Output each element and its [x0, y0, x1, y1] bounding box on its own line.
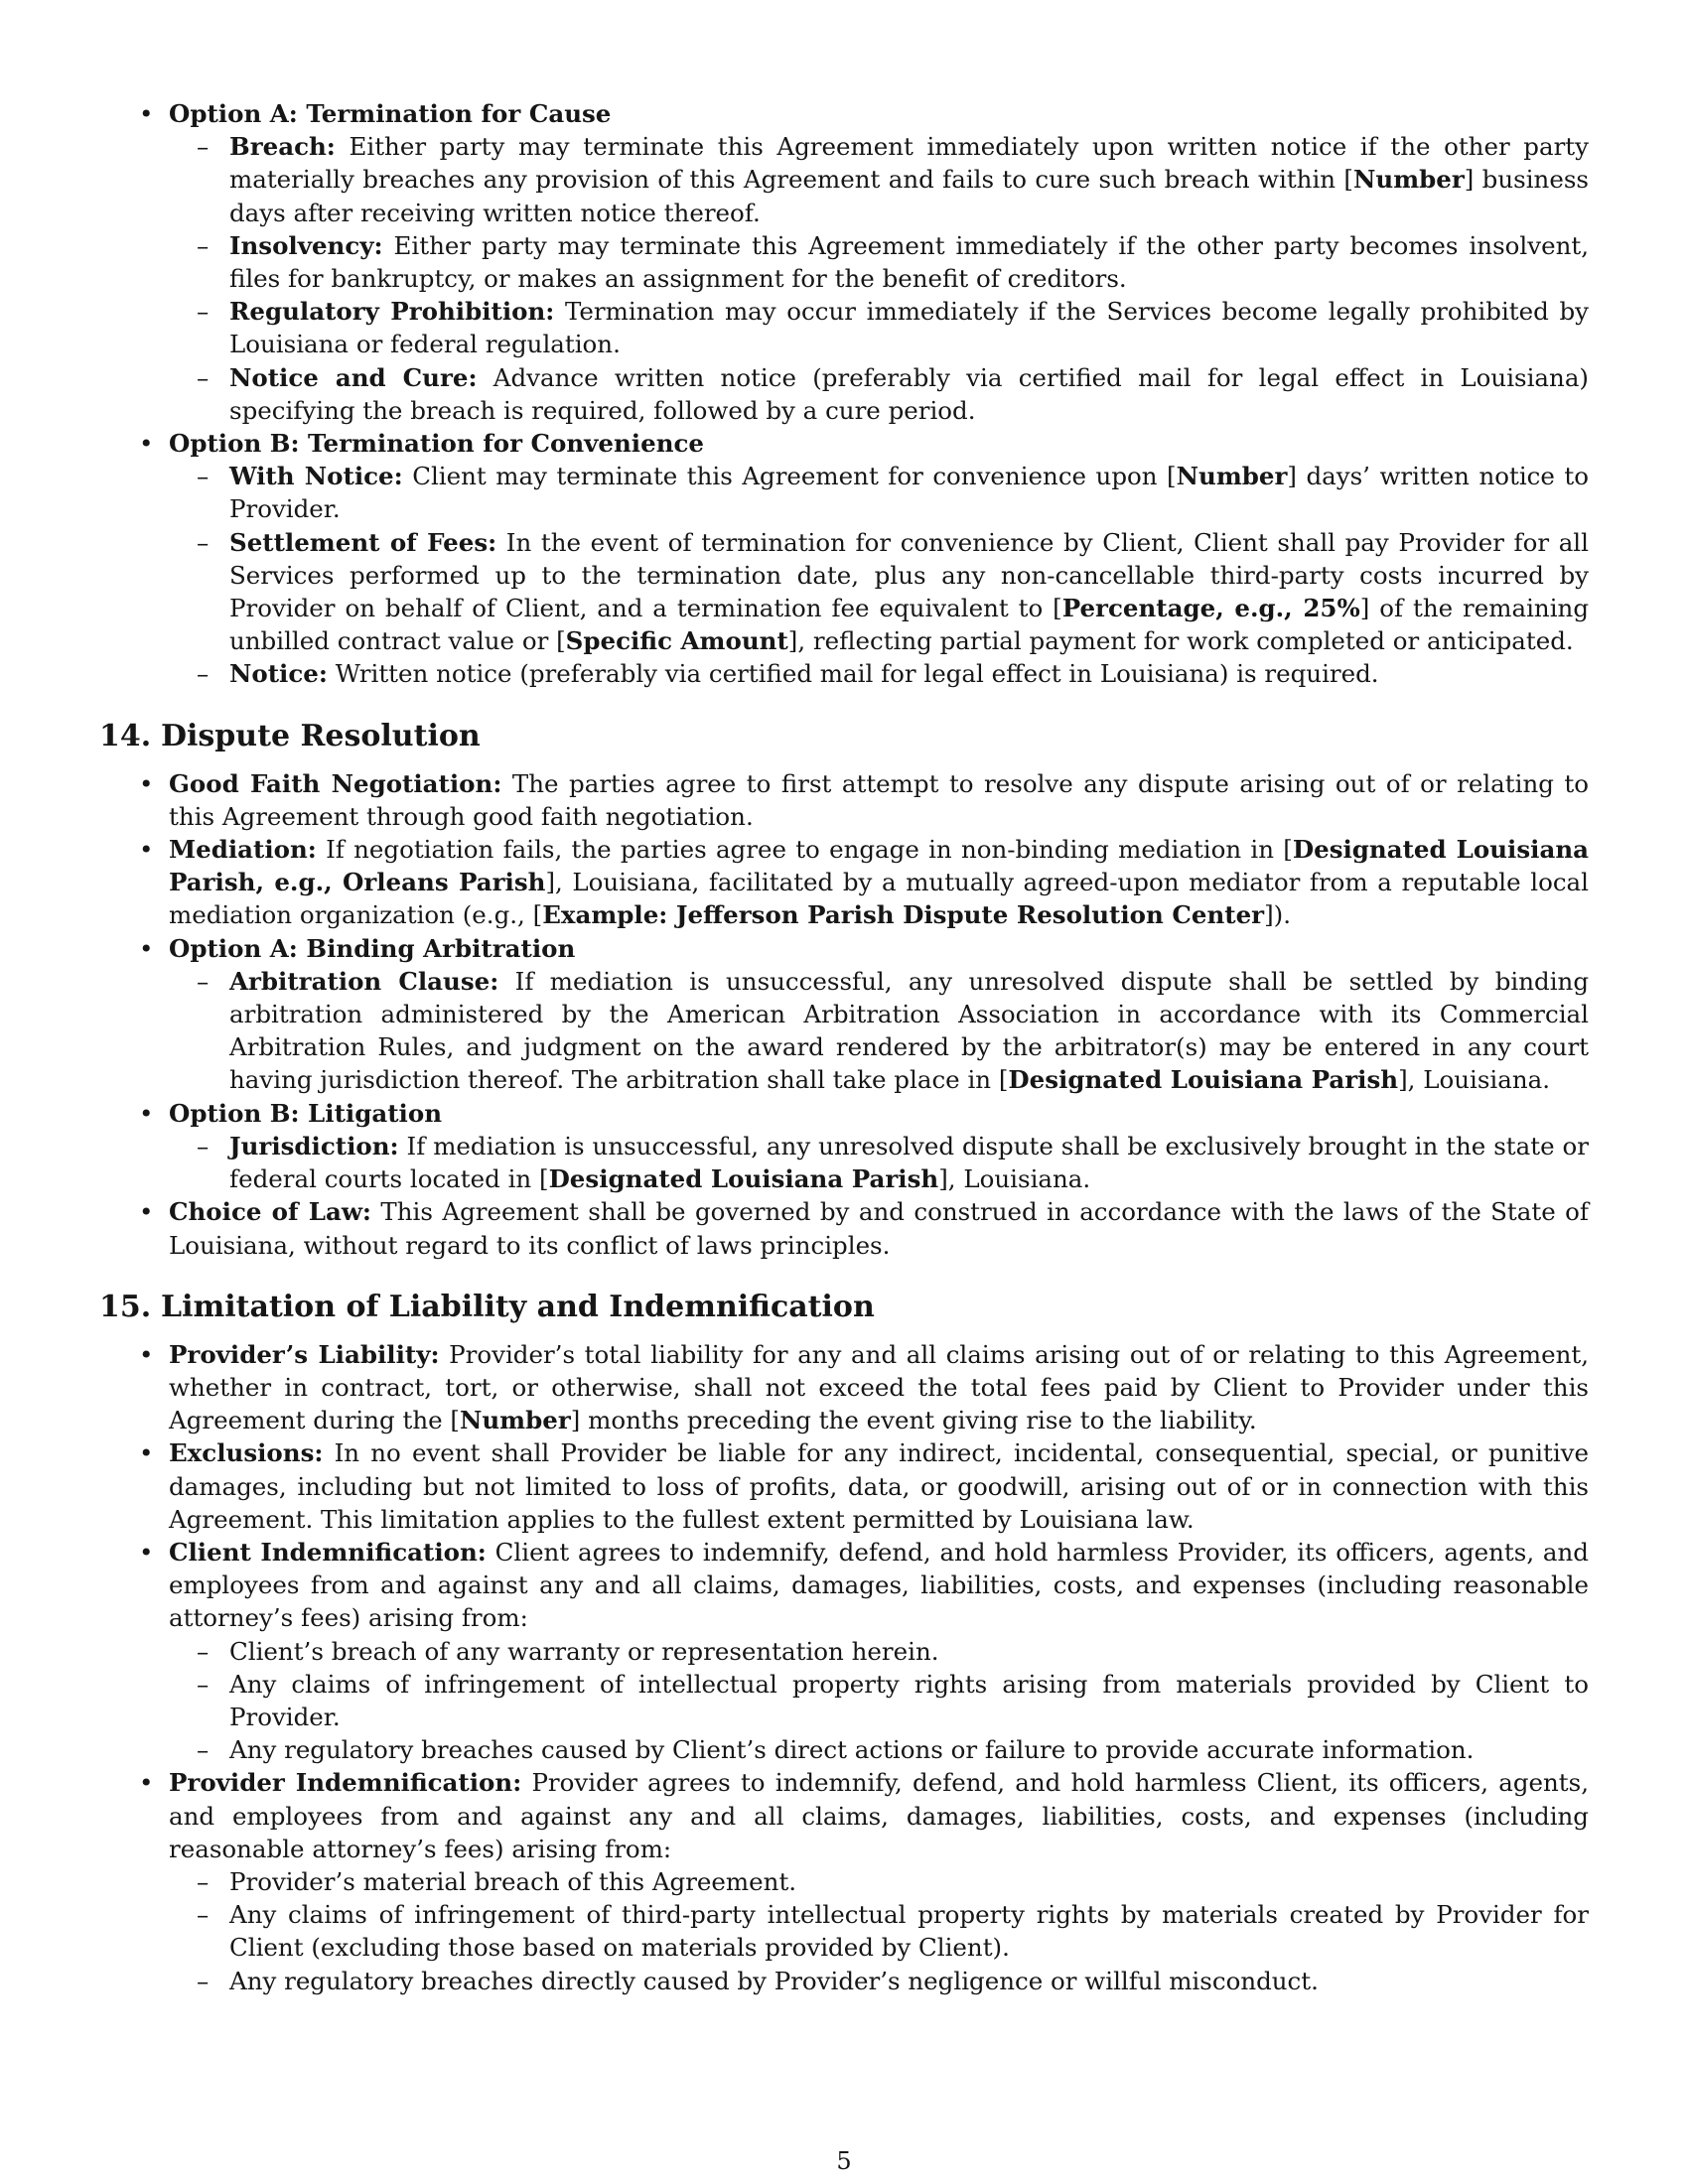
- list-item: [99, 932, 1589, 1097]
- section-title: Dispute Resolution: [161, 718, 481, 753]
- item-label: Breach:: [229, 132, 336, 162]
- item-label: With Notice:: [229, 462, 403, 491]
- item-text: If negotiation fails, the parties agree to engage in non-binding mediation in [: [316, 835, 1293, 865]
- item-label: Notice and Cure:: [229, 362, 478, 392]
- list-item: – Any claims of infringement of intellectual property rights arising from materials provided by Client to Provider.: [169, 1668, 1589, 1733]
- item-text: Provider agrees to indemnify, defend, and hold harmless Client, its officers, agents, and employees from and against any and all claims, damages, liabilities, costs, and expenses (including reasonable attorney’s fees) arising from:: [169, 1768, 1589, 1863]
- item-label: Insolvency:: [229, 230, 383, 260]
- sublist: [169, 1865, 1589, 1997]
- placeholder: Specific Amount: [565, 626, 788, 656]
- item-text: ] of the remaining unbilled contract value or [: [229, 594, 1589, 656]
- list-item: – Provider’s material breach of this Agreement.: [169, 1865, 1589, 1898]
- list-item: [99, 1338, 1589, 1437]
- list-item: [99, 1097, 1589, 1196]
- list-item: [99, 1766, 1589, 1996]
- item-text: ], reflecting partial payment for work completed or anticipated.: [787, 626, 1574, 656]
- placeholder: Designated Louisiana Parish: [1008, 1065, 1399, 1095]
- option-b-title: Option B: Termination for Convenience: [169, 429, 705, 459]
- dispute-list: [99, 767, 1589, 1262]
- item-label: Jurisdiction:: [229, 1131, 399, 1160]
- item-label: Settlement of Fees:: [229, 527, 497, 557]
- item-text: Provider’s total liability for any and all claims arising out of or relating to this Agreement, whether in contract, tort, or otherwise, shall not exceed the total fees paid by Client to Provider under this Agreement during the [: [169, 1339, 1590, 1435]
- list-item: [169, 965, 1589, 1097]
- option-a-title: Option A: Binding Arbitration: [169, 933, 576, 963]
- section-number: 14.: [99, 718, 152, 753]
- sublist: [169, 965, 1589, 1097]
- placeholder: Designated Louisiana Parish: [548, 1164, 939, 1194]
- page-number: 5: [836, 2147, 852, 2175]
- section-title: Limitation of Liability and Indemnification: [161, 1289, 875, 1324]
- list-item: [169, 1130, 1589, 1195]
- item-text: Advance written notice (preferably via certified mail for legal effect in Louisiana) specifying the breach is required, followed by a cure period.: [229, 362, 1589, 425]
- item-label: Choice of Law:: [169, 1197, 371, 1227]
- sublist: [169, 1130, 1589, 1195]
- placeholder: Example: Jefferson Parish Dispute Resolution Center: [542, 900, 1265, 930]
- list-item: [169, 229, 1589, 295]
- list-item: [99, 1195, 1589, 1261]
- list-item: [99, 1436, 1589, 1536]
- option-a-title: Option A: Termination for Cause: [169, 99, 612, 128]
- item-text: Termination may occur immediately if the Services become legally prohibited by Louisiana or federal regulation.: [229, 297, 1589, 359]
- item-label: Arbitration Clause:: [229, 966, 499, 996]
- item-label: Exclusions:: [169, 1438, 324, 1468]
- item-text: ] business days after receiving written notice thereof.: [229, 165, 1589, 227]
- list-item: – Client’s breach of any warranty or representation herein.: [169, 1635, 1589, 1668]
- item-label: Provider’s Liability:: [169, 1339, 440, 1369]
- item-text: In no event shall Provider be liable for any indirect, incidental, consequential, special, or punitive damages, including but not limited to loss of profits, data, or goodwill, arising out of or in connection with this Agreement. This limitation applies to the fullest extent permitted by Louisiana law.: [169, 1438, 1589, 1534]
- item-text: The parties agree to first attempt to resolve any dispute arising out of or relating to this Agreement through good faith negotiation.: [169, 768, 1590, 831]
- list-item: [169, 295, 1589, 360]
- sublist: [169, 460, 1589, 690]
- item-text: Client agrees to indemnify, defend, and hold harmless Provider, its officers, agents, and employees from and against any and all claims, damages, liabilities, costs, and expenses (including reasonable attorney’s fees) arising from:: [169, 1537, 1589, 1633]
- placeholder: Number: [1176, 462, 1288, 491]
- list-item: [99, 427, 1589, 691]
- termination-list: [99, 97, 1589, 691]
- item-text: In the event of termination for convenience by Client, Client shall pay Provider for all Services performed up to the termination date, plus any non-cancellable third-party costs incurred by Provider on behalf of Client, and a termination fee equivalent to [: [229, 527, 1589, 623]
- section-heading-dispute-resolution: [99, 718, 1589, 755]
- document-page: [99, 97, 1589, 1997]
- item-text: ], Louisiana.: [938, 1164, 1091, 1194]
- item-text: Either party may terminate this Agreement immediately upon written notice if the other party materially breaches any provision of this Agreement and fails to cure such breach within [: [229, 132, 1589, 195]
- item-text: Either party may terminate this Agreement immediately if the other party becomes insolvent, files for bankruptcy, or makes an assignment for the benefit of creditors.: [229, 230, 1589, 294]
- item-text: ], Louisiana, facilitated by a mutually agreed-upon mediator from a reputable local mediation organization (e.g., [: [169, 868, 1589, 930]
- list-item: – Any regulatory breaches caused by Client’s direct actions or failure to provide accurate information.: [169, 1733, 1589, 1766]
- item-label: Good Faith Negotiation:: [169, 768, 502, 798]
- item-text: ]).: [1264, 900, 1291, 930]
- list-item: [169, 460, 1589, 525]
- item-text: If mediation is unsuccessful, any unresolved dispute shall be settled by binding arbitration administered by the American Arbitration Association in accordance with its Commercial Arbitration Rules, and judgment on the award rendered by the arbitrator(s) may be entered in any court having jurisdiction thereof. The arbitration shall take place in [: [229, 966, 1589, 1095]
- section-number: 15.: [99, 1289, 152, 1324]
- item-text: ], Louisiana.: [1398, 1065, 1551, 1095]
- item-label: Regulatory Prohibition:: [229, 297, 555, 327]
- item-label: Mediation:: [169, 835, 317, 865]
- list-item: [169, 130, 1589, 229]
- item-label: Client Indemnification:: [169, 1537, 487, 1567]
- placeholder: Number: [459, 1406, 571, 1435]
- item-label: Provider Indemnification:: [169, 1768, 522, 1798]
- placeholder: Percentage, e.g., 25%: [1061, 594, 1360, 623]
- list-item: – Any claims of infringement of third-party intellectual property rights by materials created by Provider for Client (excluding those based on materials provided by Client).: [169, 1898, 1589, 1964]
- item-text: ] days’ written notice to Provider.: [229, 462, 1589, 524]
- list-item: [169, 361, 1589, 427]
- placeholder: Number: [1353, 165, 1465, 195]
- item-text: This Agreement shall be governed by and construed in accordance with the laws of the State of Louisiana, without regard to its conflict of laws principles.: [169, 1197, 1589, 1260]
- list-item: [169, 526, 1589, 658]
- item-label: Notice:: [229, 659, 328, 689]
- item-text: Written notice (preferably via certified mail for legal effect in Louisiana) is required.: [327, 659, 1379, 689]
- list-item: [99, 767, 1589, 833]
- option-b-title: Option B: Litigation: [169, 1098, 443, 1128]
- sublist: [169, 130, 1589, 427]
- list-item: [169, 657, 1589, 690]
- item-text: If mediation is unsuccessful, any unresolved dispute shall be exclusively brought in the state or federal courts located in [: [229, 1131, 1589, 1194]
- item-text: Client may terminate this Agreement for convenience upon [: [402, 462, 1177, 491]
- placeholder: Designated Louisiana Parish, e.g., Orleans Parish: [169, 835, 1590, 897]
- list-item: [99, 97, 1589, 427]
- liability-list: [99, 1338, 1589, 1997]
- list-item: – Any regulatory breaches directly caused by Provider’s negligence or willful misconduct.: [169, 1965, 1589, 1997]
- item-text: ] months preceding the event giving rise to the liability.: [570, 1406, 1257, 1435]
- list-item: [99, 1536, 1589, 1766]
- sublist: [169, 1635, 1589, 1767]
- section-heading-limitation-of-liability: [99, 1289, 1589, 1326]
- list-item: [99, 833, 1589, 932]
